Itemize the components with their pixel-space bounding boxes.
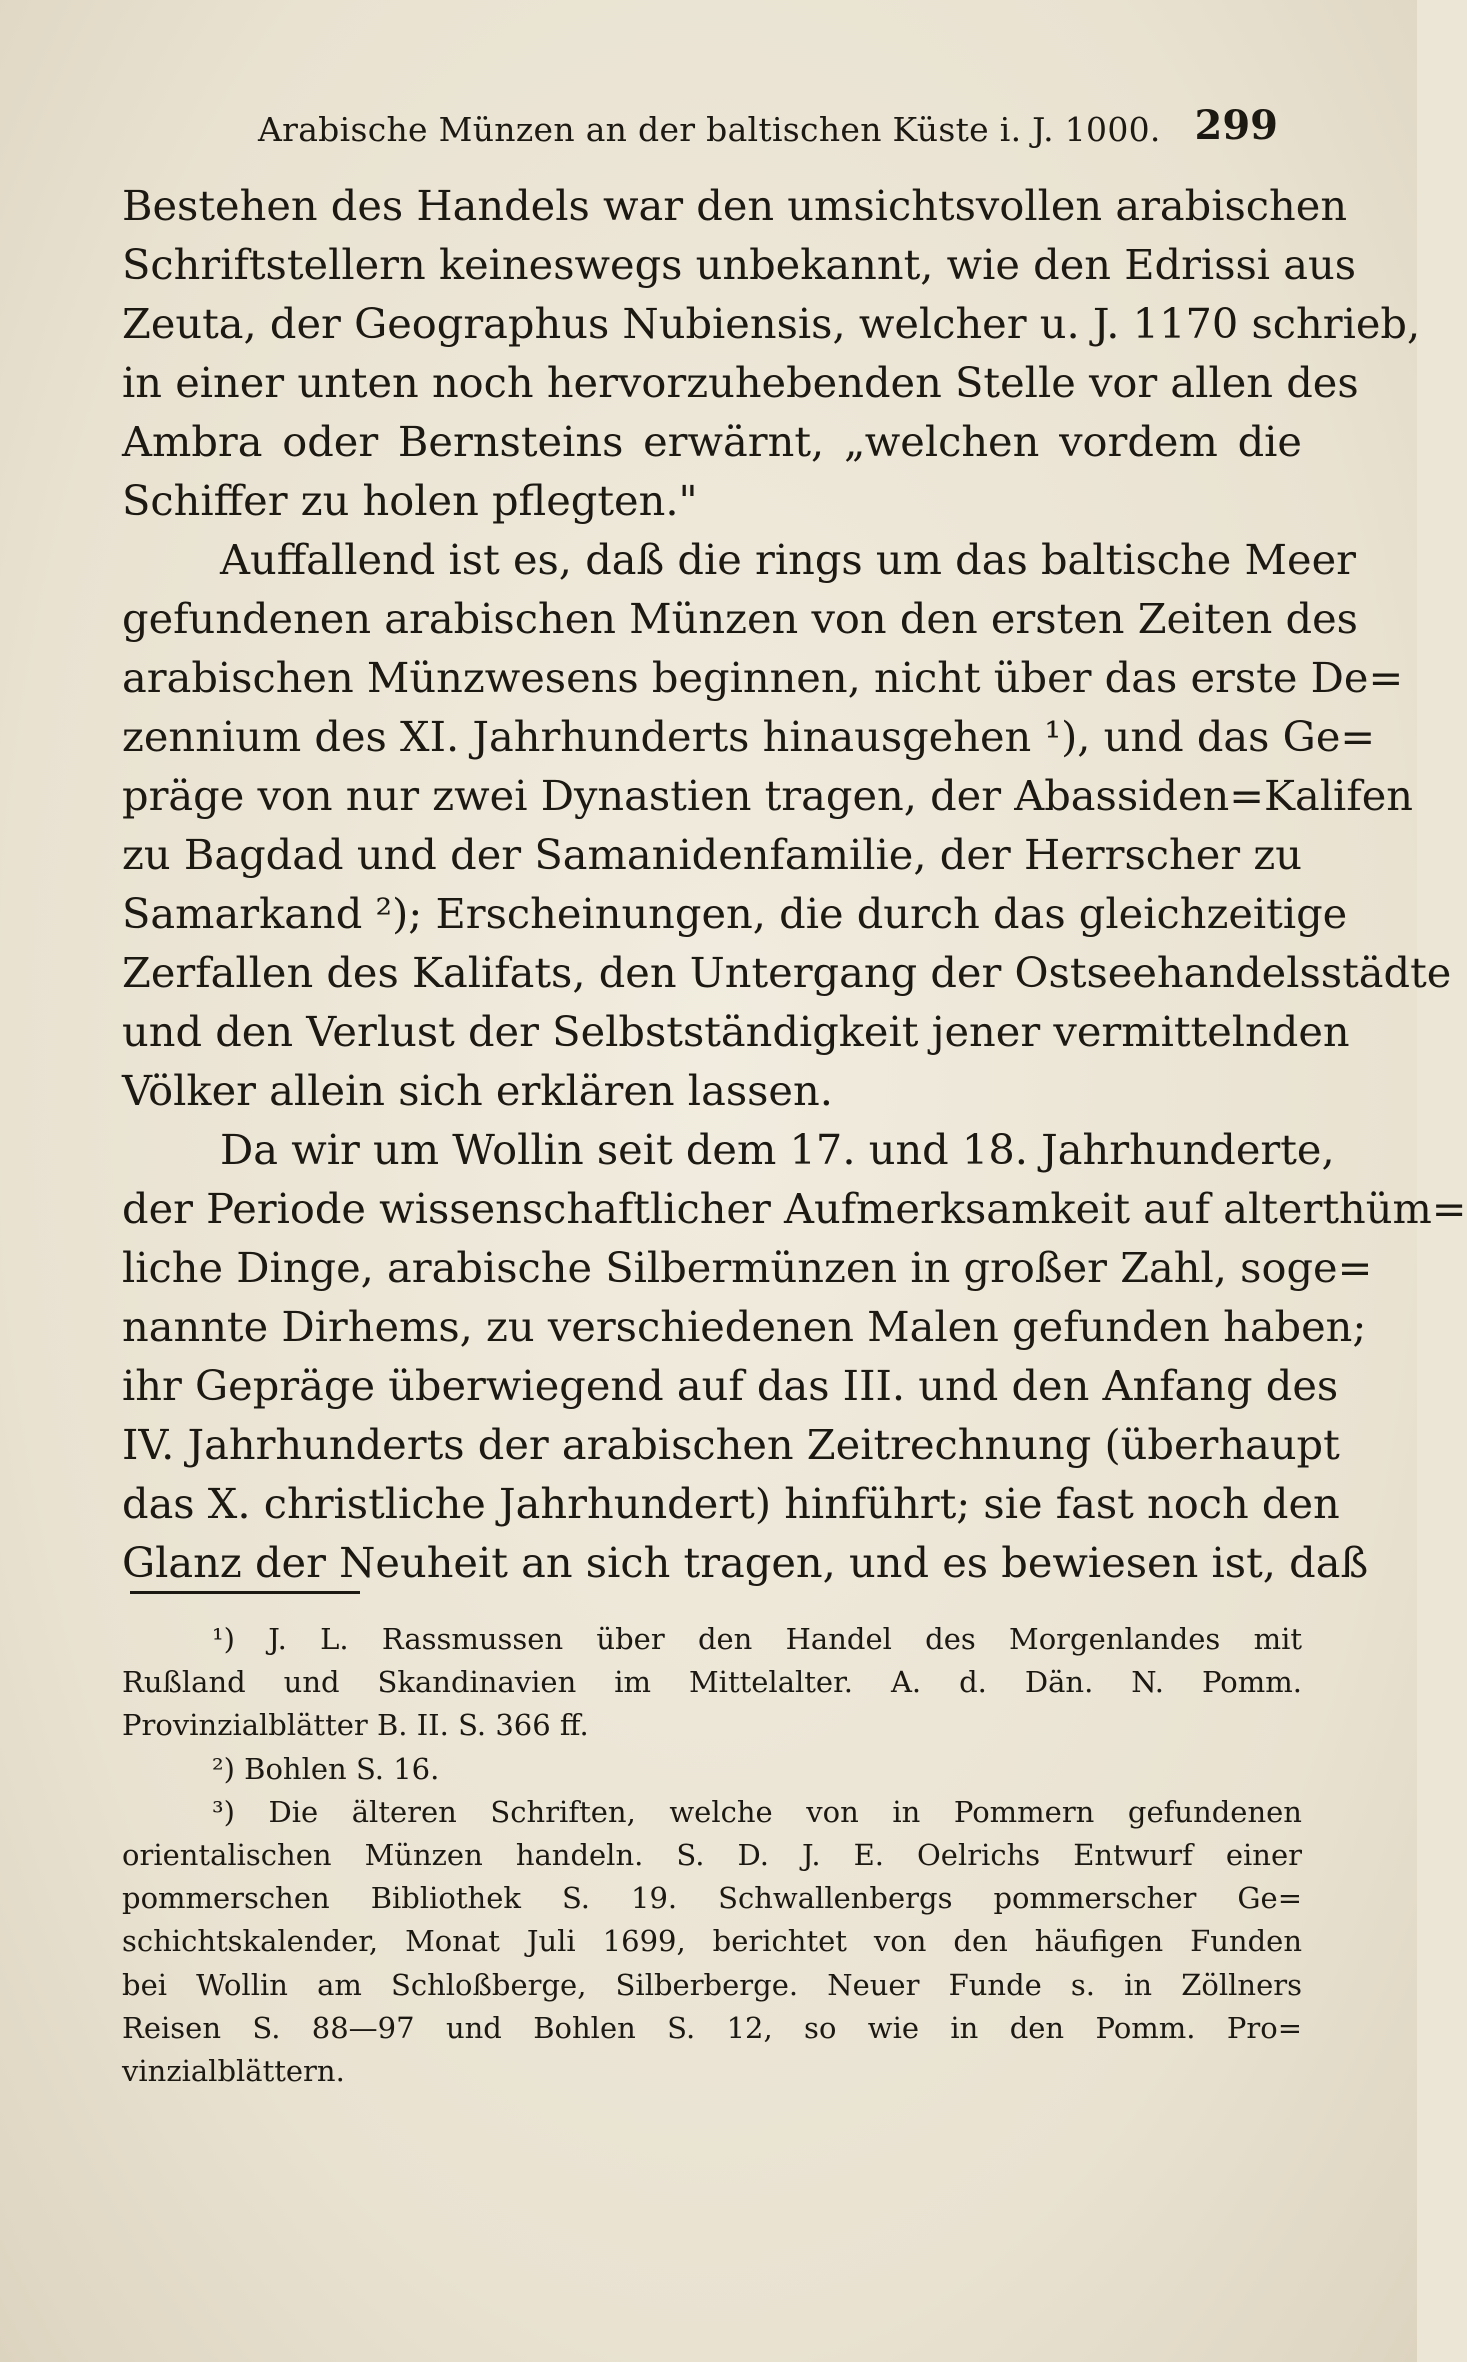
text-line: nannte Dirhems, zu verschiedenen Malen gefunden haben; xyxy=(122,1302,1367,1351)
text-line: in einer unten noch hervorzuhebenden Stelle vor allen des xyxy=(122,358,1359,407)
main-text xyxy=(122,176,1467,1592)
text-line: arabischen Münzwesens beginnen, nicht über das erste De= xyxy=(122,653,1404,702)
footnote-line: schichtskalender, Monat Juli 1699, berichtet von den häufigen Funden xyxy=(122,1924,1302,1959)
footnote-line: bei Wollin am Schloßberge, Silberberge. Neuer Funde s. in Zöllners xyxy=(122,1967,1302,2002)
text-line: das X. christliche Jahrhundert) hinführt; sie fast noch den xyxy=(122,1479,1340,1528)
text-line: Glanz der Neuheit an sich tragen, und es bewiesen ist, daß xyxy=(122,1538,1369,1587)
running-title: Arabische Münzen an der baltischen Küste i. J. 1000. xyxy=(258,110,1161,149)
footnote-line: Rußland und Skandinavien im Mittelalter. A. d. Dän. N. Pomm. xyxy=(122,1665,1302,1700)
text-line: Zerfallen des Kalifats, den Untergang der Ostseehandelsstädte xyxy=(122,948,1452,997)
text-line: Schriftstellern keineswegs unbekannt, wie den Edrissi aus xyxy=(122,240,1357,289)
text-line: Zeuta, der Geographus Nubiensis, welcher u. J. 1170 schrieb, xyxy=(122,299,1421,348)
text-line: ihr Gepräge überwiegend auf das III. und den Anfang des xyxy=(122,1361,1339,1410)
text-line: präge von nur zwei Dynastien tragen, der Abassiden=Kalifen xyxy=(122,771,1413,820)
footnote-separator xyxy=(130,1591,360,1594)
footnote-line: ³) Die älteren Schriften, welche von in Pommern gefundenen xyxy=(212,1794,1302,1829)
page-number: 299 xyxy=(1194,102,1278,149)
footnote-line: vinzialblättern. xyxy=(122,2053,345,2088)
text-line: Auffallend ist es, daß die rings um das baltische Meer xyxy=(220,535,1356,584)
text-line: der Periode wissenschaftlicher Aufmerksamkeit auf alterthüm= xyxy=(122,1184,1467,1233)
footnote-line: ¹) J. L. Rassmussen über den Handel des Morgenlandes mit xyxy=(212,1622,1302,1656)
text-line: Samarkand ²); Erscheinungen, die durch das gleichzeitige xyxy=(122,889,1348,938)
text-line: IV. Jahrhunderts der arabischen Zeitrechnung (überhaupt xyxy=(122,1420,1340,1469)
text-line: Bestehen des Handels war den umsichtsvollen arabischen xyxy=(122,181,1348,230)
text-line: Da wir um Wollin seit dem 17. und 18. Jahrhunderte, xyxy=(220,1125,1335,1174)
text-line: Schiffer zu holen pflegten." xyxy=(122,476,698,525)
text-line: Völker allein sich erklären lassen. xyxy=(122,1066,833,1115)
footnote-line: Provinzialblätter B. II. S. 366 ff. xyxy=(122,1708,589,1743)
text-line: Ambra oder Bernsteins erwärnt, „welchen vordem die xyxy=(122,417,1302,466)
footnote-line: orientalischen Münzen handeln. S. D. J. E. Oelrichs Entwurf einer xyxy=(122,1837,1302,1872)
footnote-line: Reisen S. 88—97 und Bohlen S. 12, so wie in den Pomm. Pro= xyxy=(122,2010,1302,2045)
text-line: liche Dinge, arabische Silbermünzen in großer Zahl, soge= xyxy=(122,1243,1373,1292)
text-line: und den Verlust der Selbstständigkeit jener vermittelnden xyxy=(122,1007,1350,1056)
text-line: gefundenen arabischen Münzen von den ersten Zeiten des xyxy=(122,594,1358,643)
text-line: zu Bagdad und der Samanidenfamilie, der Herrscher zu xyxy=(122,830,1302,879)
footnote-line: pommerschen Bibliothek S. 19. Schwallenbergs pommerscher Ge= xyxy=(122,1881,1302,1916)
footnotes xyxy=(122,1618,1302,2093)
footnote-line: ²) Bohlen S. 16. xyxy=(212,1751,440,1786)
page-header xyxy=(258,100,1278,160)
text-line: zennium des XI. Jahrhunderts hinausgehen ¹), und das Ge= xyxy=(122,712,1376,761)
